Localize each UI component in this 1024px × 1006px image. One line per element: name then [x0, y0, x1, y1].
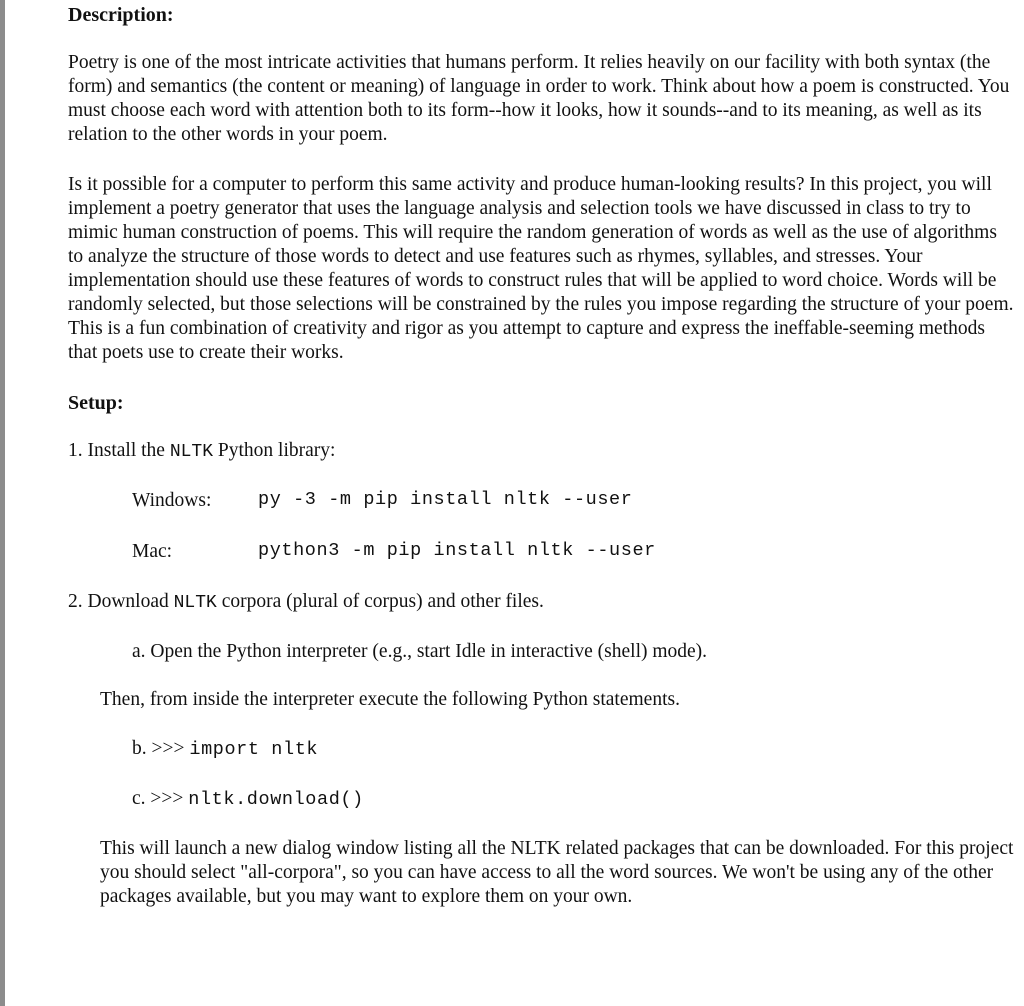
page-left-border [0, 0, 5, 1006]
description-paragraph-1: Poetry is one of the most intricate activities that humans perform. It relies heavily on our facility with both syntax (the form) and semantics (the content or meaning) of language in order to work. Think about how a poem is constructed. You must choose each word with attention both to its form--how it looks, how it sounds--and to its meaning, as well as its relation to the other words in your poem. [68, 52, 1010, 145]
setup-heading: Setup: [68, 392, 124, 414]
step-b-prefix: b. >>> [132, 738, 190, 759]
nltk-code: NLTK [169, 442, 214, 462]
step-c-download [132, 787, 364, 812]
windows-command: py -3 -m pip install nltk --user [258, 489, 633, 510]
then-instruction: Then, from inside the interpreter execute the following Python statements. [100, 689, 680, 710]
step-a-open-interpreter: a. Open the Python interpreter (e.g., start Idle in interactive (shell) mode). [132, 641, 708, 662]
step-2-prefix: 2. Download [68, 591, 174, 612]
step-1-install [68, 439, 335, 464]
step-b-import [132, 737, 318, 762]
step-2-suffix: corpora (plural of corpus) and other files. [216, 591, 544, 612]
step-1-suffix: Python library: [213, 440, 336, 461]
mac-label: Mac: [132, 541, 173, 562]
step-c-prefix: c. >>> [132, 788, 189, 809]
nltk-download-code: nltk.download() [188, 789, 364, 810]
mac-command: python3 -m pip install nltk --user [258, 540, 656, 561]
step-1-prefix: 1. Install the [68, 440, 170, 461]
windows-label: Windows: [132, 490, 212, 511]
description-heading: Description: [68, 4, 174, 26]
description-paragraph-2: Is it possible for a computer to perform this same activity and produce human-looking results? In this project, you will implement a poetry generator that uses the language analysis and selection tools we have discussed in class to try to mimic human construction of poems. This will require the random generation of words as well as the use of algorithms to analyze the structure of those words to detect and use features such as rhymes, syllables, and stresses. Your implementation should use these features of words to construct rules that will be applied to word choice. Words will be randomly selected, but those selections will be constrained by the rules you impose regarding the structure of your poem. This is a fun combination of creativity and rigor as you attempt to capture and express the ineffable-seeming methods that poets use to create their works. [68, 174, 1014, 363]
closing-paragraph: This will launch a new dialog window listing all the NLTK related packages that can be downloaded. For this project you should select "all-corpora", so you can have access to all the word sources. We won't be using any of the other packages available, but you may want to explore them on your own. [100, 838, 1014, 907]
step-2-download [68, 590, 544, 615]
import-nltk-code: import nltk [189, 739, 319, 760]
nltk-code: NLTK [173, 593, 217, 613]
